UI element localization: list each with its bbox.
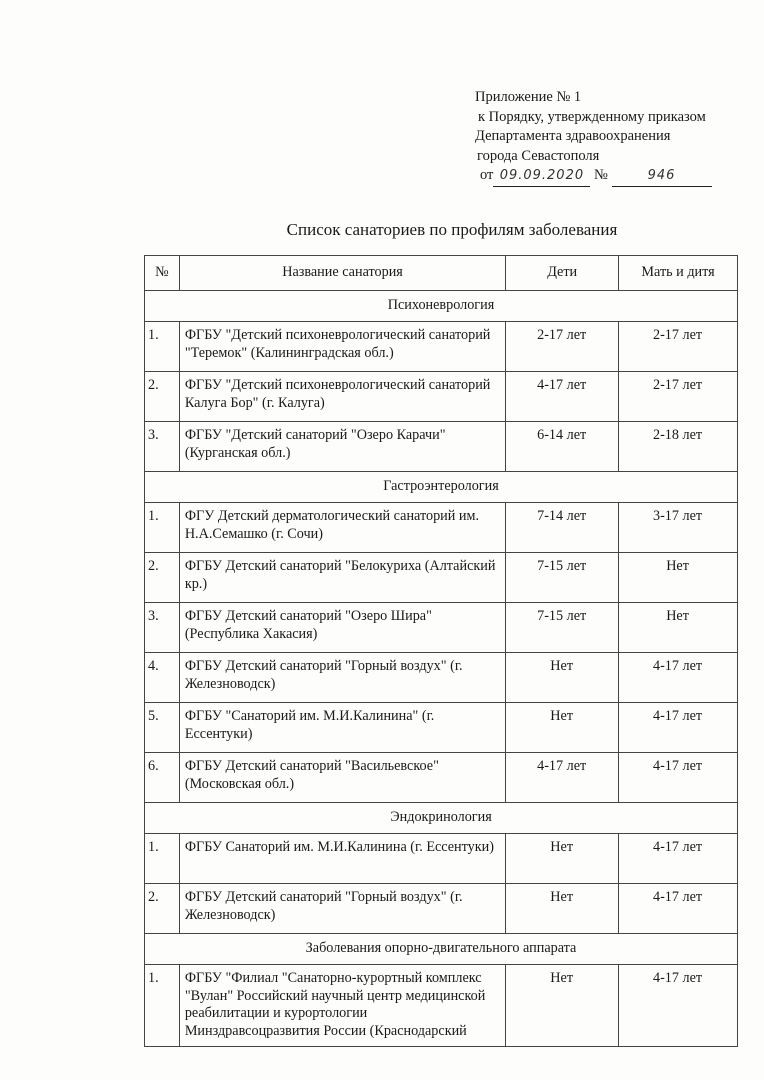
table-row (145, 553, 738, 603)
kids-age: 4-17 лет (506, 372, 619, 422)
mother-child-age: 4-17 лет (619, 834, 738, 884)
order-date: 09.09.2020 (499, 168, 585, 183)
mother-child-age: Нет (619, 553, 738, 603)
table-row (145, 503, 738, 553)
kids-age: 4-17 лет (506, 753, 619, 803)
row-number: 2. (145, 372, 180, 422)
sanatorium-name: ФГБУ "Филиал "Санаторно-курортный комплекс "Вулан" Российский научный центр медицинской реабилитации и курортологии Минздравсоцразвития России (Краснодарский (179, 965, 505, 1047)
section-row (145, 803, 738, 834)
mother-child-age: 4-17 лет (619, 703, 738, 753)
number-sign: № (594, 167, 608, 183)
date-prefix: от (480, 167, 494, 183)
mother-child-age: Нет (619, 603, 738, 653)
section-row (145, 472, 738, 503)
sanatorium-name: ФГБУ Детский санаторий "Горный воздух" (г. Железноводск) (179, 653, 505, 703)
mother-child-age: 3-17 лет (619, 503, 738, 553)
mother-child-age: 2-17 лет (619, 322, 738, 372)
appendix-line-1: Приложение № 1 (475, 89, 582, 105)
row-number: 3. (145, 603, 180, 653)
header-number: № (145, 256, 180, 291)
sanatorium-name: ФГБУ Санаторий им. М.И.Калинина (г. Ессентуки) (179, 834, 505, 884)
kids-age: Нет (506, 965, 619, 1047)
sanatorium-name: ФГБУ Детский санаторий "Озеро Шира" (Республика Хакасия) (179, 603, 505, 653)
mother-child-age: 2-17 лет (619, 372, 738, 422)
kids-age: Нет (506, 834, 619, 884)
row-number: 1. (145, 322, 180, 372)
kids-age: 7-15 лет (506, 603, 619, 653)
row-number: 1. (145, 965, 180, 1047)
row-number: 2. (145, 884, 180, 934)
section-title: Психоневрология (145, 291, 738, 322)
sanatorium-name: ФГБУ "Санаторий им. М.И.Калинина" (г. Ессентуки) (179, 703, 505, 753)
mother-child-age: 4-17 лет (619, 653, 738, 703)
header-mother-child: Мать и дитя (619, 256, 738, 291)
table-row (145, 372, 738, 422)
order-date-line (475, 166, 712, 187)
order-number: 946 (647, 168, 676, 183)
sanatorium-table (144, 255, 738, 1047)
section-row (145, 934, 738, 965)
appendix-line-4: города Севастополя (477, 147, 600, 164)
sanatorium-name: ФГБУ Детский санаторий "Горный воздух" (г. Железноводск) (179, 884, 505, 934)
table-row (145, 422, 738, 472)
document-title: Список санаториев по профилям заболевания (286, 220, 618, 239)
table-header-row (145, 256, 738, 291)
table-row (145, 965, 738, 1047)
table-row (145, 834, 738, 884)
kids-age: Нет (506, 884, 619, 934)
kids-age: 7-15 лет (506, 553, 619, 603)
row-number: 3. (145, 422, 180, 472)
kids-age: 7-14 лет (506, 503, 619, 553)
row-number: 4. (145, 653, 180, 703)
document-title-wrap (0, 220, 764, 240)
row-number: 6. (145, 753, 180, 803)
appendix-line-3: Департамента здравоохранения (475, 128, 671, 144)
table-row (145, 884, 738, 934)
sanatorium-name: ФГБУ "Детский психоневрологический санаторий "Теремок" (Калининградская обл.) (179, 322, 505, 372)
mother-child-age: 4-17 лет (619, 753, 738, 803)
sanatorium-name: ФГБУ Детский санаторий "Белокуриха (Алтайский кр.) (179, 553, 505, 603)
table-row (145, 603, 738, 653)
row-number: 5. (145, 703, 180, 753)
sanatorium-name: ФГУ Детский дерматологический санаторий им. Н.А.Семашко (г. Сочи) (179, 503, 505, 553)
row-number: 1. (145, 834, 180, 884)
appendix-line-2: к Порядку, утвержденному приказом (478, 108, 706, 125)
sanatorium-name: ФГБУ "Детский санаторий "Озеро Карачи" (Курганская обл.) (179, 422, 505, 472)
row-number: 2. (145, 553, 180, 603)
kids-age: Нет (506, 703, 619, 753)
section-row (145, 291, 738, 322)
kids-age: Нет (506, 653, 619, 703)
mother-child-age: 2-18 лет (619, 422, 738, 472)
kids-age: 6-14 лет (506, 422, 619, 472)
kids-age: 2-17 лет (506, 322, 619, 372)
section-title: Гастроэнтерология (145, 472, 738, 503)
section-title: Эндокринология (145, 803, 738, 834)
table-row (145, 753, 738, 803)
sanatorium-name: ФГБУ Детский санаторий "Васильевское" (Московская обл.) (179, 753, 505, 803)
mother-child-age: 4-17 лет (619, 965, 738, 1047)
header-name: Название санатория (179, 256, 505, 291)
table-row (145, 653, 738, 703)
appendix-header (475, 88, 712, 187)
sanatorium-name: ФГБУ "Детский психоневрологический санаторий Калуга Бор" (г. Калуга) (179, 372, 505, 422)
mother-child-age: 4-17 лет (619, 884, 738, 934)
section-title: Заболевания опорно-двигательного аппарата (145, 934, 738, 965)
table-row (145, 322, 738, 372)
table-body (145, 291, 738, 1047)
header-kids: Дети (506, 256, 619, 291)
table-row (145, 703, 738, 753)
row-number: 1. (145, 503, 180, 553)
